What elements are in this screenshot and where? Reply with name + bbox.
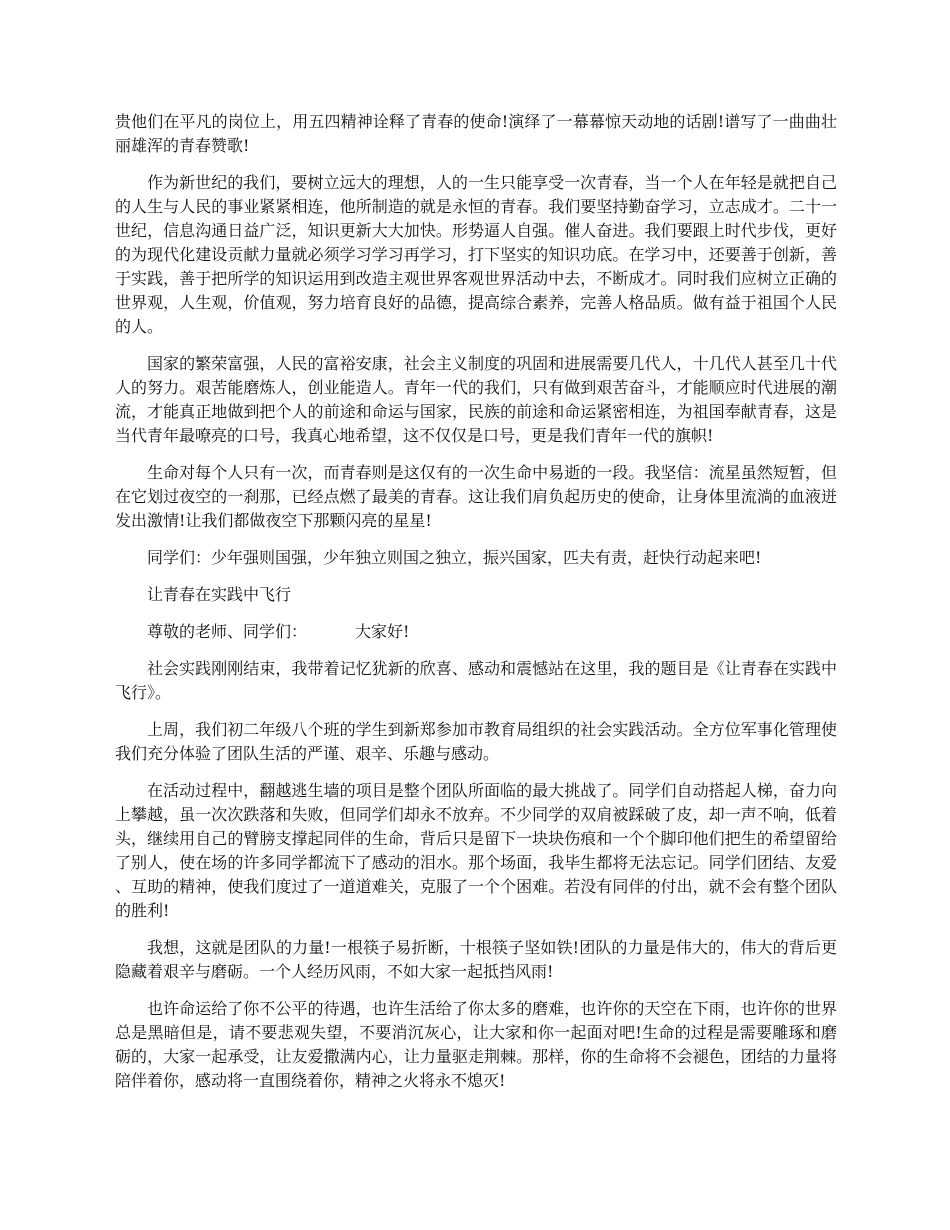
paragraph-9: 我想，这就是团队的力量!一根筷子易折断，十根筷子坚如铁!团队的力量是伟大的，伟大的背后更隐藏着艰辛与磨砺。一个人经历风雨，不如大家一起抵挡风雨!	[115, 938, 837, 981]
paragraph-4: 生命对每个人只有一次，而青春则是这仅有的一次生命中易逝的一段。我坚信：流星虽然短暂，但在它划过夜空的一刹那，已经点燃了最美的青春。这让我们肩负起历史的使命，让身体里流淌的血液迸发出激情!让我们都做夜空下那颗闪亮的星星!	[115, 463, 837, 530]
paragraph-5: 同学们：少年强则国强，少年独立则国之独立，振兴国家，匹夫有责，赶快行动起来吧!	[147, 548, 762, 567]
paragraph-7: 上周，我们初二年级八个班的学生到新郑参加市教育局组织的社会实践活动。全方位军事化管理使我们充分体验了团队生活的严谨、艰辛、乐趣与感动。	[115, 720, 837, 763]
paragraph-2: 作为新世纪的我们，要树立远大的理想，人的一生只能享受一次青春，当一个人在年轻是就把自己的人生与人民的事业紧紧相连，他所制造的就是永恒的青春。我们要坚持勤奋学习，立志成才。二十一世纪，信息沟通日益广泛，知识更新大大加快。形势逼人自强。催人奋进。我们要跟上时代步伐，更好的为现代化建设贡献力量就必须学习学习再学习，打下坚实的知识功底。在学习中，还要善于创新，善于实践，善于把所学的知识运用到改造主观世界客观世界活动中去，不断成才。同时我们应树立正确的世界观，人生观，价值观，努力培育良好的品德，提高综合素养，完善人格品质。做有益于祖国个人民的人。	[115, 173, 837, 336]
paragraph-8: 在活动过程中，翻越逃生墙的项目是整个团队所面临的最大挑战了。同学们自动搭起人梯，奋力向上攀越，虽一次次跌落和失败，但同学们却永不放弃。不少同学的双肩被踩破了皮，却一声不响，低着头，继续用自己的臂膀支撑起同伴的生命，背后只是留下一块块伤痕和一个个脚印他们把生的希望留给了别人，使在场的许多同学都流下了感动的泪水。那个场面，我毕生都将无法忘记。同学们团结、友爱、互助的精神，使我们度过了一道道难关，克服了一个个困难。若没有同伴的付出，就不会有整个团队的胜利!	[115, 781, 837, 920]
greeting-line	[115, 620, 837, 644]
paragraph-3: 国家的繁荣富强，人民的富裕安康，社会主义制度的巩固和进展需要几代人，十几代人甚至几十代人的努力。艰苦能磨炼人，创业能造人。青年一代的我们，只有做到艰苦奋斗，才能顺应时代进展的潮流，才能真正地做到把个人的前途和命运与国家，民族的前途和命运紧密相连，为祖国奉献青春，这是当代青年最嘹亮的口号，我真心地希望，这不仅仅是口号，更是我们青年一代的旗帜!	[115, 354, 837, 445]
paragraph-6: 社会实践刚刚结束，我带着记忆犹新的欣喜、感动和震憾站在这里，我的题目是《让青春在实践中飞行》。	[115, 659, 837, 702]
paragraph-1: 贵他们在平凡的岗位上，用五四精神诠释了青春的使命!演绎了一幕幕惊天动地的话剧!谱写了一曲曲壮丽雄浑的青春赞歌!	[115, 112, 837, 155]
greeting-salutation: 尊敬的老师、同学们：	[147, 622, 308, 641]
document-page	[115, 110, 837, 1106]
speech-title: 让青春在实践中飞行	[147, 585, 292, 604]
greeting-hello: 大家好!	[355, 622, 410, 641]
paragraph-10: 也许命运给了你不公平的待遇，也许生活给了你太多的磨难，也许你的天空在下雨，也许你的世界总是黑暗但是，请不要悲观失望，不要消沉灰心，让大家和你一起面对吧!生命的过程是需要雕琢和磨砺的，大家一起承受，让友爱撒满内心，让力量驱走荆棘。那样，你的生命将不会褪色，团结的力量将陪伴着你，感动将一直围绕着你，精神之火将永不熄灭!	[115, 999, 837, 1090]
